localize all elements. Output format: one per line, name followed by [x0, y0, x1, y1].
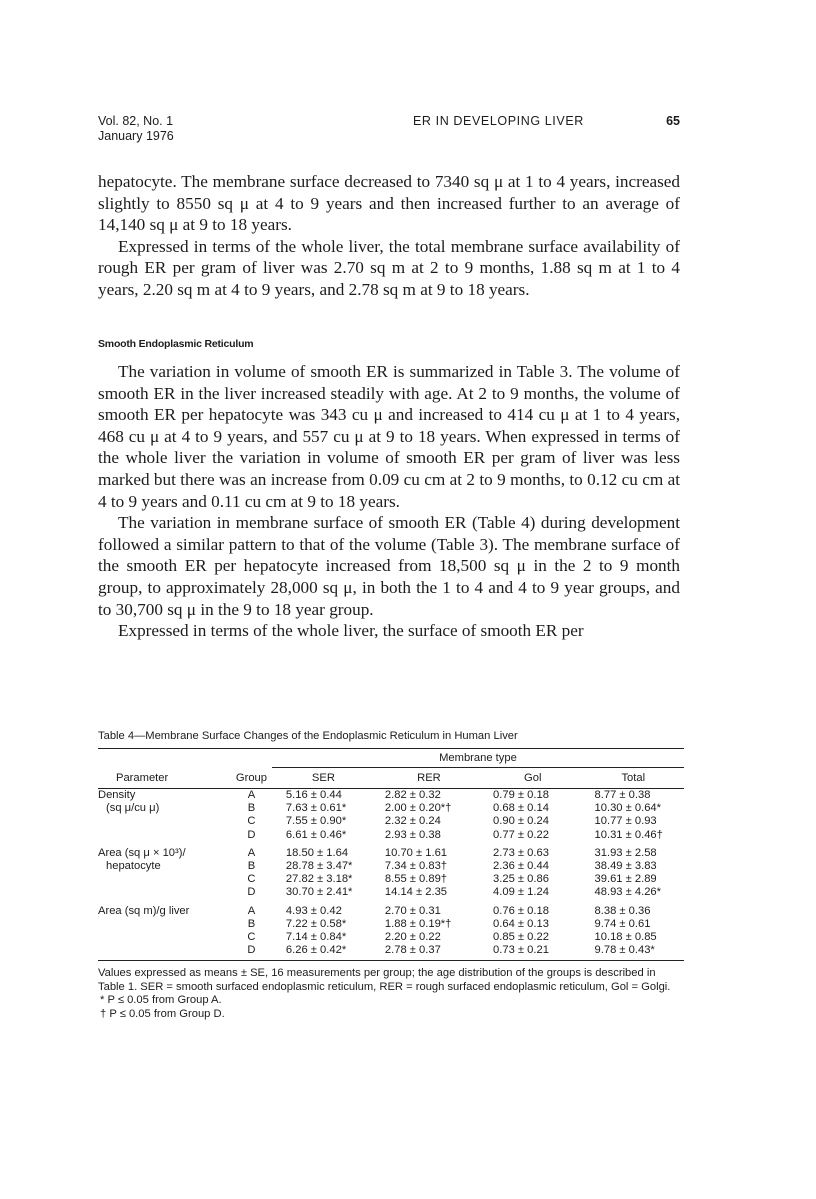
membrane-type-header-row: [98, 749, 684, 768]
header-rer: RER: [375, 768, 483, 789]
cell-parameter: (sq μ/cu μ): [106, 802, 160, 815]
header-total: Total: [583, 768, 684, 789]
cell-total: 10.18 ± 0.85: [594, 931, 657, 944]
paragraph: The variation in membrane surface of smooth ER (Table 4) during development followed a similar pattern to that of the volume (Table 3). The membrane surface of the smooth ER per hepatocyte increased from 18,500 sq μ in the 2 to 9 month group, to approximately 28,000 sq μ, in both the 1 to 4 and 4 to 9 year groups, and to 30,700 sq μ in the 9 to 18 year group.: [98, 513, 680, 619]
cell-parameter: Area (sq m)/g liver: [98, 904, 190, 917]
cell-rer: 8.55 ± 0.89†: [384, 873, 448, 886]
section-heading: Smooth Endoplasmic Reticulum: [98, 338, 254, 350]
table-row: [98, 860, 684, 873]
body-text-lower: [98, 361, 680, 642]
table-row: [98, 900, 684, 918]
cell-total: 10.31 ± 0.46†: [594, 828, 663, 841]
cell-ser: 18.50 ± 1.64: [285, 846, 349, 859]
cell-gol: 3.25 ± 0.86: [493, 873, 549, 886]
header-group: Group: [231, 768, 272, 789]
cell-parameter: [98, 931, 231, 944]
cell-group: A: [247, 846, 256, 859]
footnote-group-a: * P ≤ 0.05 from Group A.: [100, 994, 222, 1007]
table-notes: [98, 967, 684, 1021]
header-ser: SER: [272, 768, 375, 789]
cell-parameter: hepatocyte: [106, 860, 161, 873]
paragraph: The variation in volume of smooth ER is summarized in Table 3. The volume of smooth ER in the liver increased steadily with age. At 2 to 9 months, the volume of smooth ER per hepatocyte was 343 cu μ and increased to 414 cu μ at 1 to 4 years, 468 cu μ at 4 to 9 years, and 557 cu μ at 9 to 18 years. When expressed in terms of the whole liver the variation in volume of smooth ER per gram of liver was less marked but there was an increase from 0.09 cu cm at 2 to 9 months, to 0.12 cu cm at 4 to 9 years and 0.11 cu cm at 9 to 18 years.: [98, 362, 680, 511]
cell-rer: 2.32 ± 0.24: [384, 815, 441, 828]
paragraph: Expressed in terms of the whole liver, the total membrane surface availability of rough ER per gram of liver was 2.70 sq m at 2 to 9 months, 1.88 sq m at 1 to 4 years, 2.20 sq m at 4 to 9 years, and 2.78 sq m at 9 to 18 years.: [98, 236, 680, 299]
cell-ser: 5.16 ± 0.44: [285, 789, 342, 801]
cell-group: D: [247, 886, 256, 899]
membrane-type-label: Membrane type: [272, 749, 684, 768]
cell-ser: 27.82 ± 3.18*: [285, 873, 353, 886]
cell-rer: 2.82 ± 0.32: [384, 789, 441, 801]
cell-ser: 6.26 ± 0.42*: [285, 944, 347, 957]
cell-group: C: [247, 815, 256, 828]
cell-group: D: [247, 828, 256, 841]
cell-gol: 0.85 ± 0.22: [493, 931, 549, 944]
cell-gol: 0.79 ± 0.18: [493, 789, 549, 801]
table-body: [98, 789, 684, 961]
cell-group: A: [247, 904, 256, 917]
cell-total: 9.78 ± 0.43*: [594, 944, 655, 957]
cell-rer: 10.70 ± 1.61: [384, 846, 448, 859]
cell-rer: 1.88 ± 0.19*†: [384, 917, 452, 930]
header-gol: Gol: [483, 768, 583, 789]
cell-total: 8.77 ± 0.38: [594, 789, 651, 801]
table-row: [98, 944, 684, 960]
table-row: [98, 789, 684, 803]
cell-ser: 28.78 ± 3.47*: [285, 860, 353, 873]
page-number: 65: [666, 114, 680, 128]
data-table: [98, 749, 684, 960]
cell-group: A: [247, 789, 256, 801]
cell-gol: 2.36 ± 0.44: [493, 860, 549, 873]
cell-ser: 7.63 ± 0.61*: [285, 802, 347, 815]
cell-total: 39.61 ± 2.89: [594, 873, 657, 886]
table-row: [98, 886, 684, 899]
cell-total: 48.93 ± 4.26*: [594, 886, 661, 899]
cell-parameter: [98, 829, 231, 842]
cell-ser: 7.55 ± 0.90*: [285, 815, 347, 828]
cell-total: 10.30 ± 0.64*: [594, 802, 661, 815]
cell-parameter: [98, 944, 231, 960]
cell-rer: 2.20 ± 0.22: [384, 931, 441, 944]
page-header: [98, 114, 680, 148]
cell-ser: 7.14 ± 0.84*: [285, 931, 347, 944]
cell-gol: 0.73 ± 0.21: [493, 944, 549, 957]
cell-parameter: [98, 918, 231, 931]
cell-parameter: Area (sq μ × 10³)/: [98, 846, 186, 859]
cell-rer: 2.78 ± 0.37: [384, 944, 441, 957]
column-header-row: [98, 768, 684, 789]
cell-rer: 14.14 ± 2.35: [384, 886, 448, 899]
cell-rer: 2.93 ± 0.38: [384, 828, 441, 841]
cell-gol: 0.90 ± 0.24: [493, 815, 549, 828]
cell-parameter: [98, 873, 231, 886]
cell-ser: 7.22 ± 0.58*: [285, 917, 347, 930]
running-title: ER IN DEVELOPING LIVER: [413, 114, 584, 128]
cell-ser: 30.70 ± 2.41*: [285, 886, 353, 899]
table-note: Values expressed as means ± SE, 16 measurements per group; the age distribution of the groups is described in Table 1. SER = smooth surfaced endoplasmic reticulum, RER = rough surfaced endoplasmic reticulum, Gol = Golgi.: [98, 967, 671, 993]
table-row: [98, 802, 684, 815]
table-row: [98, 842, 684, 860]
cell-group: B: [247, 917, 256, 930]
table-row: [98, 815, 684, 828]
cell-gol: 0.76 ± 0.18: [493, 904, 549, 917]
table-row: [98, 918, 684, 931]
volume-number: Vol. 82, No. 1: [98, 114, 174, 128]
cell-gol: 0.77 ± 0.22: [493, 828, 549, 841]
paragraph: hepatocyte. The membrane surface decreased to 7340 sq μ at 1 to 4 years, increased slightly to 8550 sq μ at 4 to 9 years and then increased further to an average of 14,140 sq μ at 9 to 18 years.: [98, 172, 680, 235]
table-bottom-rule: [98, 960, 684, 961]
cell-rer: 2.70 ± 0.31: [384, 904, 441, 917]
table-row: [98, 829, 684, 842]
cell-ser: 6.61 ± 0.46*: [285, 828, 347, 841]
body-text-upper: [98, 171, 680, 301]
cell-parameter: [98, 815, 231, 828]
table-caption: Table 4—Membrane Surface Changes of the Endoplasmic Reticulum in Human Liver: [98, 730, 518, 742]
header-parameter: Parameter: [98, 768, 231, 789]
cell-gol: 2.73 ± 0.63: [493, 846, 549, 859]
cell-total: 9.74 ± 0.61: [594, 917, 651, 930]
cell-group: C: [247, 873, 256, 886]
issue-date: January 1976: [98, 129, 174, 143]
cell-group: B: [247, 860, 256, 873]
cell-total: 38.49 ± 3.83: [594, 860, 657, 873]
cell-group: B: [247, 802, 256, 815]
cell-gol: 0.64 ± 0.13: [493, 917, 549, 930]
cell-parameter: Density: [98, 789, 136, 801]
cell-ser: 4.93 ± 0.42: [285, 904, 342, 917]
table-4: [98, 729, 684, 1021]
cell-parameter: [98, 886, 231, 899]
cell-total: 8.38 ± 0.36: [594, 904, 651, 917]
cell-rer: 7.34 ± 0.83†: [384, 860, 448, 873]
cell-gol: 4.09 ± 1.24: [493, 886, 549, 899]
cell-total: 10.77 ± 0.93: [594, 815, 657, 828]
paragraph: Expressed in terms of the whole liver, the surface of smooth ER per: [118, 621, 584, 641]
cell-rer: 2.00 ± 0.20*†: [384, 802, 452, 815]
footnote-group-d: † P ≤ 0.05 from Group D.: [100, 1007, 225, 1020]
table-row: [98, 873, 684, 886]
cell-group: D: [247, 944, 256, 957]
cell-group: C: [247, 931, 256, 944]
cell-total: 31.93 ± 2.58: [594, 846, 657, 859]
table-row: [98, 931, 684, 944]
cell-gol: 0.68 ± 0.14: [493, 802, 549, 815]
journal-issue: [98, 114, 174, 144]
